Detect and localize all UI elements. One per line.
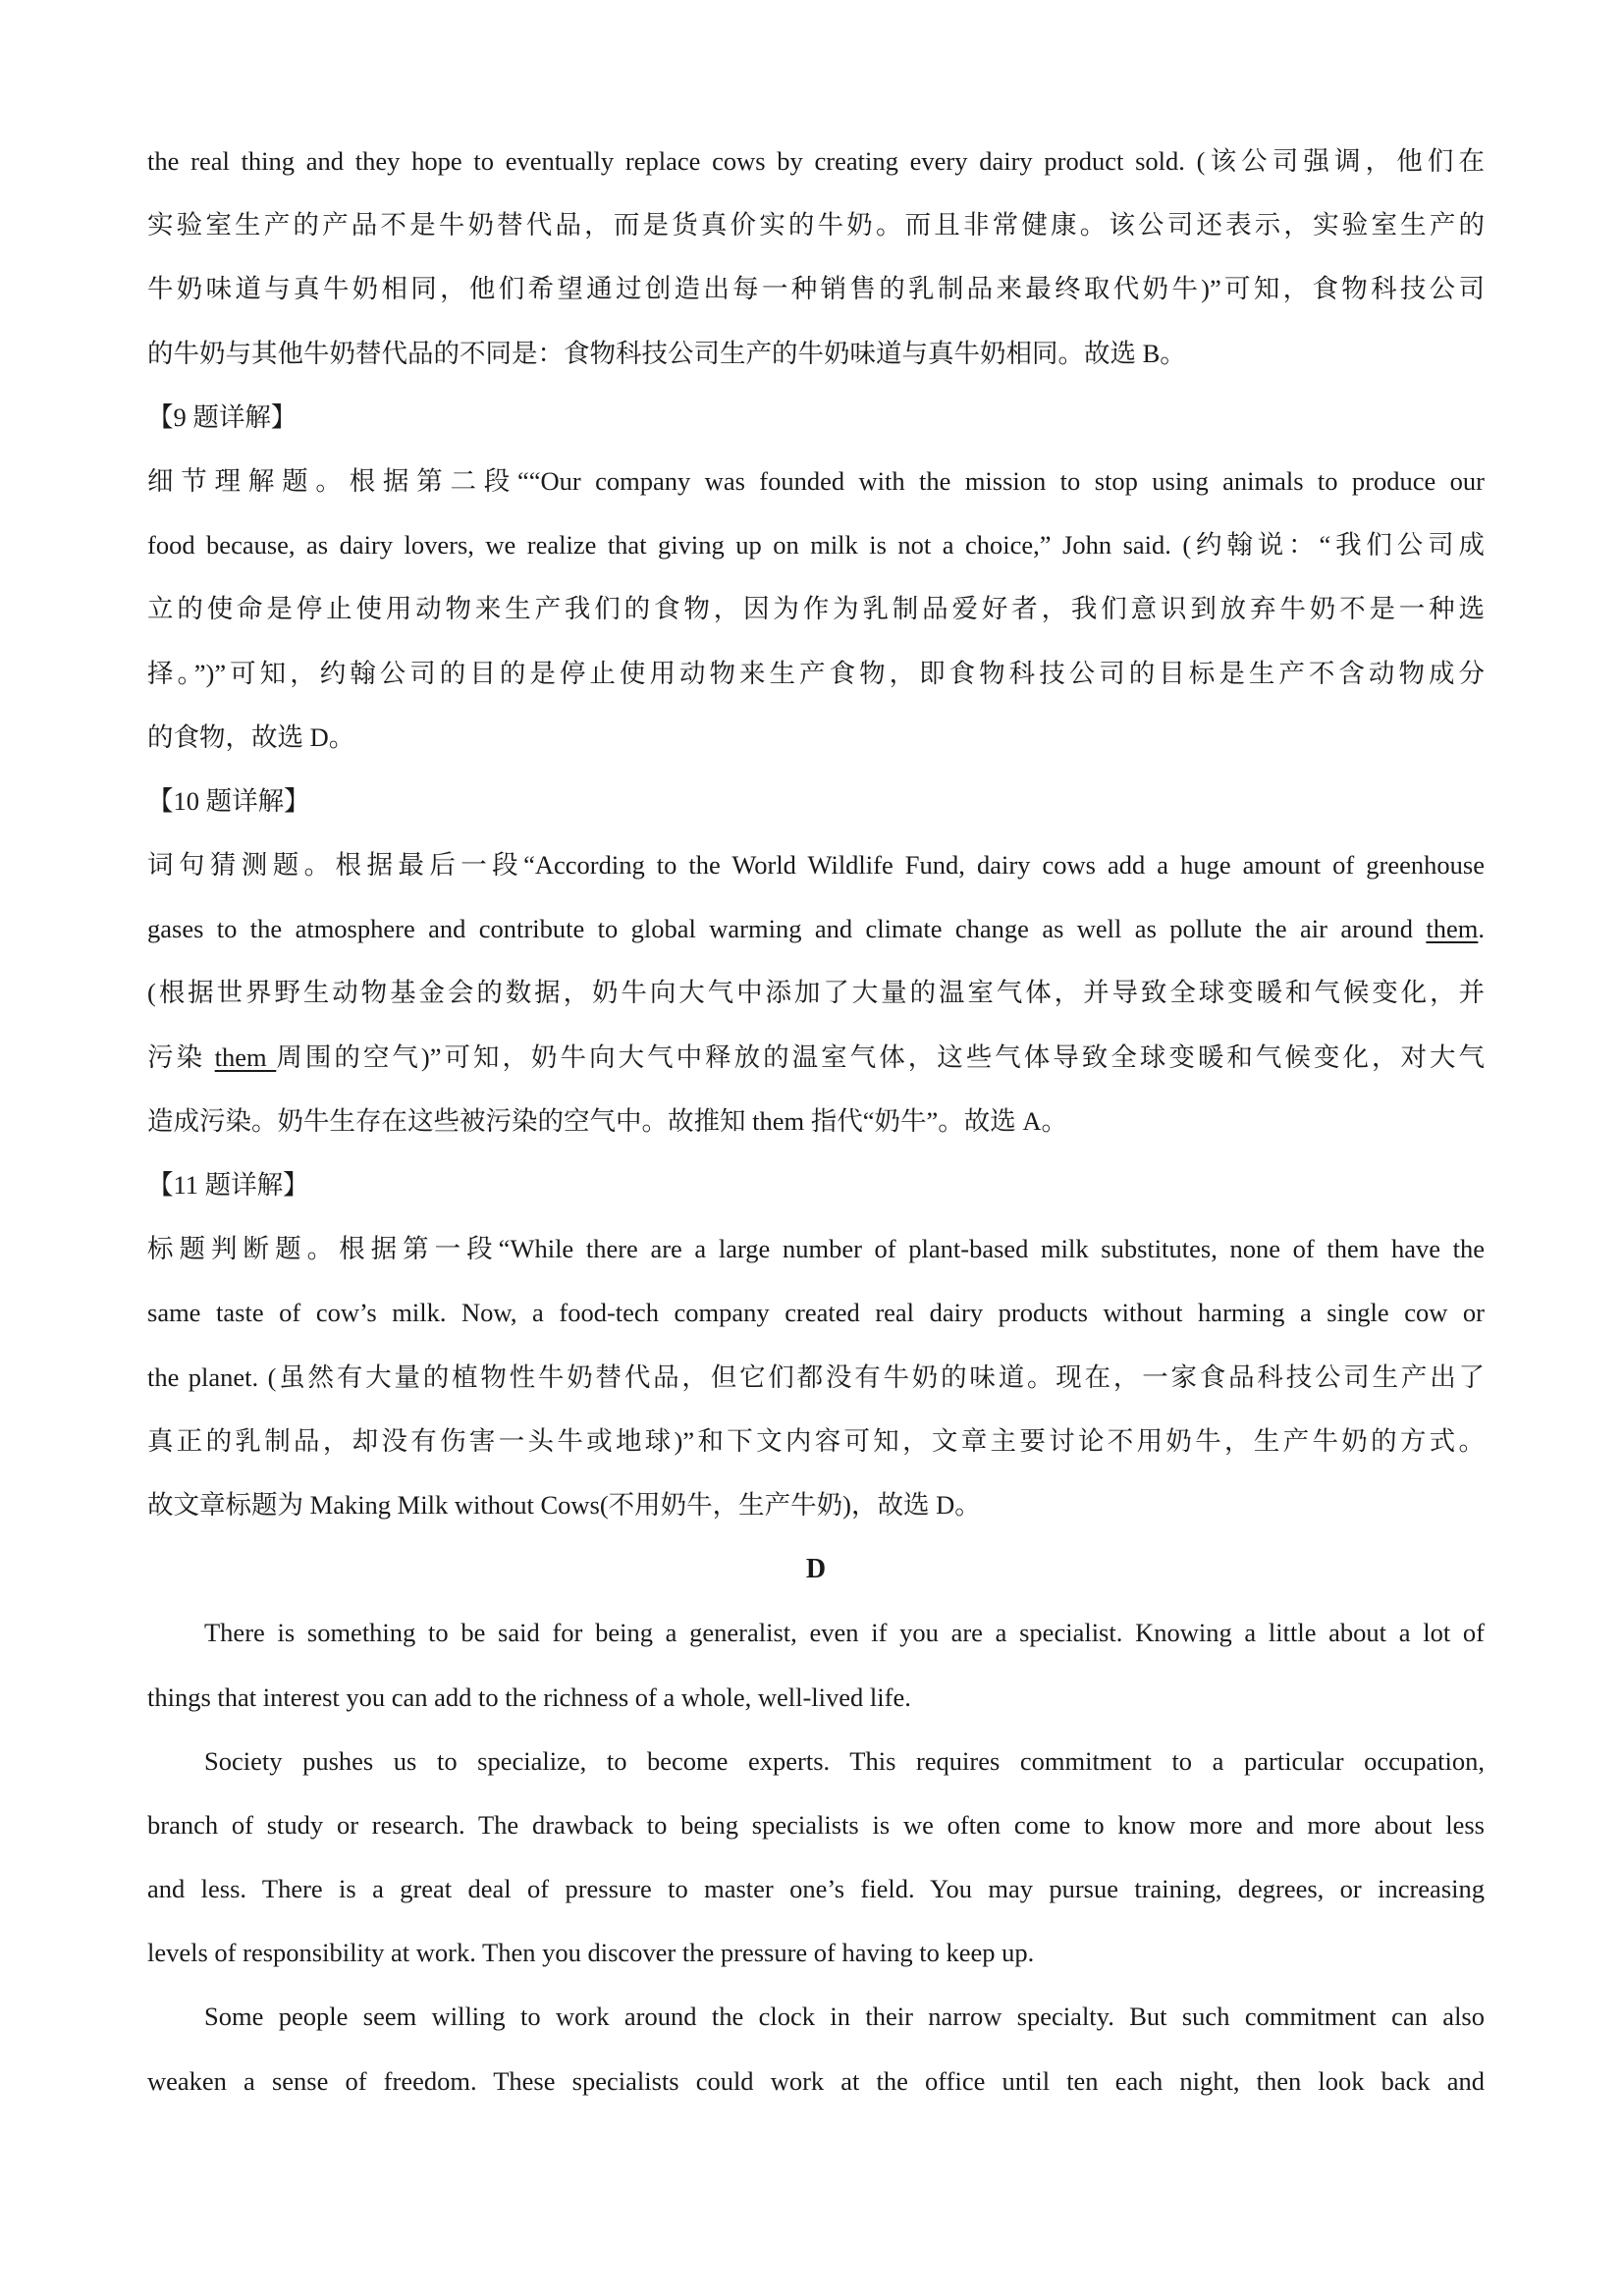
passage-p2-line-1: Society pushes us to specialize, to become experts. This requires commitment to a particular occupation, [204, 1745, 1485, 1776]
q9-line-3: 立的使命是停止使用动物来生产我们的食物，因为作为乳制品爱好者，我们意识到放弃牛奶不是一种选 [147, 594, 1485, 624]
passage-p1-line-2: things that interest you can add to the richness of a whole, well-lived life. [147, 1682, 911, 1712]
q11-line-3: the planet. (虽然有大量的植物性牛奶替代品，但它们都没有牛奶的味道。现在，一家食品科技公司生产出了 [147, 1362, 1485, 1392]
q8-analysis-line-1: the real thing and they hope to eventually replace cows by creating every dairy product sold. (该公司强调，他们在 [147, 146, 1485, 176]
document-page [147, 130, 1485, 2113]
passage-p3-line-2: weaken a sense of freedom. These specialists could work at the office until ten each night, then look back and [147, 2065, 1485, 2096]
passage-p2-line-4: levels of responsibility at work. Then you discover the pressure of having to keep up. [147, 1938, 1035, 1968]
underlined-them: them [1426, 914, 1479, 944]
passage-p1-line-1: There is something to be said for being a generalist, even if you are a specialist. Knowing a little about a lot of [204, 1618, 1485, 1648]
q10-line-2-end: . [1478, 914, 1485, 944]
q10-line-1: 词句猜测题。根据最后一段“According to the World Wildlife Fund, dairy cows add a huge amount of greenhouse [147, 850, 1485, 881]
q9-line-2: food because, as dairy lovers, we realize that giving up on milk is not a choice,” John said. (约翰说：“我们公司成 [147, 530, 1485, 561]
q11-heading: 【11 题详解】 [147, 1170, 309, 1200]
q10-line-4 [147, 1026, 1485, 1090]
q8-analysis-line-4: 的牛奶与其他牛奶替代品的不同是：食物科技公司生产的牛奶味道与真牛奶相同。故选 B。 [147, 338, 1186, 368]
underlined-them-cn: them [214, 1041, 277, 1072]
q10-line-5: 造成污染。奶牛生存在这些被污染的空气中。故推知 them 指代“奶牛”。故选 A。 [147, 1105, 1068, 1136]
q10-line-4-start: 污染 [147, 1041, 215, 1072]
q10-line-2-text: gases to the atmosphere and contribute to global warming and climate change as well as pollute the air around [147, 914, 1427, 944]
passage-p2-line-3: and less. There is a great deal of pressure to master one’s field. You may pursue training, degrees, or increasing [147, 1874, 1485, 1904]
q11-line-5: 故文章标题为 Making Milk without Cows(不用奶牛，生产牛奶)，故选 D。 [147, 1489, 981, 1520]
q9-heading: 【9 题详解】 [147, 401, 298, 432]
passage-p2-line-2: branch of study or research. The drawback to being specialists is we often come to know more and more about less [147, 1809, 1485, 1840]
q9-line-1: 细节理解题。根据第二段““Our company was founded with the mission to stop using animals to produce our [147, 465, 1485, 496]
q11-line-4: 真正的乳制品，却没有伤害一头牛或地球)”和下文内容可知，文章主要讨论不用奶牛，生产牛奶的方式。 [147, 1425, 1485, 1456]
passage-p3-line-1: Some people seem willing to work around the clock in their narrow specialty. But such commitment can also [204, 2002, 1485, 2032]
q10-line-3: (根据世界野生动物基金会的数据，奶牛向大气中添加了大量的温室气体，并导致全球变暖和气候变化，并 [147, 978, 1485, 1008]
q9-line-4: 择。”)”可知，约翰公司的目的是停止使用动物来生产食物，即食物科技公司的目标是生产不含动物成分 [147, 658, 1485, 688]
q11-line-1: 标题判断题。根据第一段“While there are a large number of plant-based milk substitutes, none of them have the [147, 1234, 1485, 1264]
q10-line-4-text: 周围的空气)”可知，奶牛向大气中释放的温室气体，这些气体导致全球变暖和气候变化，对大气 [276, 1041, 1485, 1072]
q11-line-2: same taste of cow’s milk. Now, a food-tech company created real dairy products without harming a single cow or [147, 1298, 1485, 1328]
q8-analysis-line-2: 实验室生产的产品不是牛奶替代品，而是货真价实的牛奶。而且非常健康。该公司还表示，实验室生产的 [147, 210, 1485, 240]
q8-analysis-line-3: 牛奶味道与真牛奶相同，他们希望通过创造出每一种销售的乳制品来最终取代奶牛)”可知，食物科技公司 [147, 274, 1485, 304]
q10-line-2 [147, 897, 1485, 961]
passage-heading: D [805, 1554, 827, 1585]
q9-line-5: 的食物，故选 D。 [147, 721, 355, 752]
q10-heading: 【10 题详解】 [147, 785, 310, 816]
